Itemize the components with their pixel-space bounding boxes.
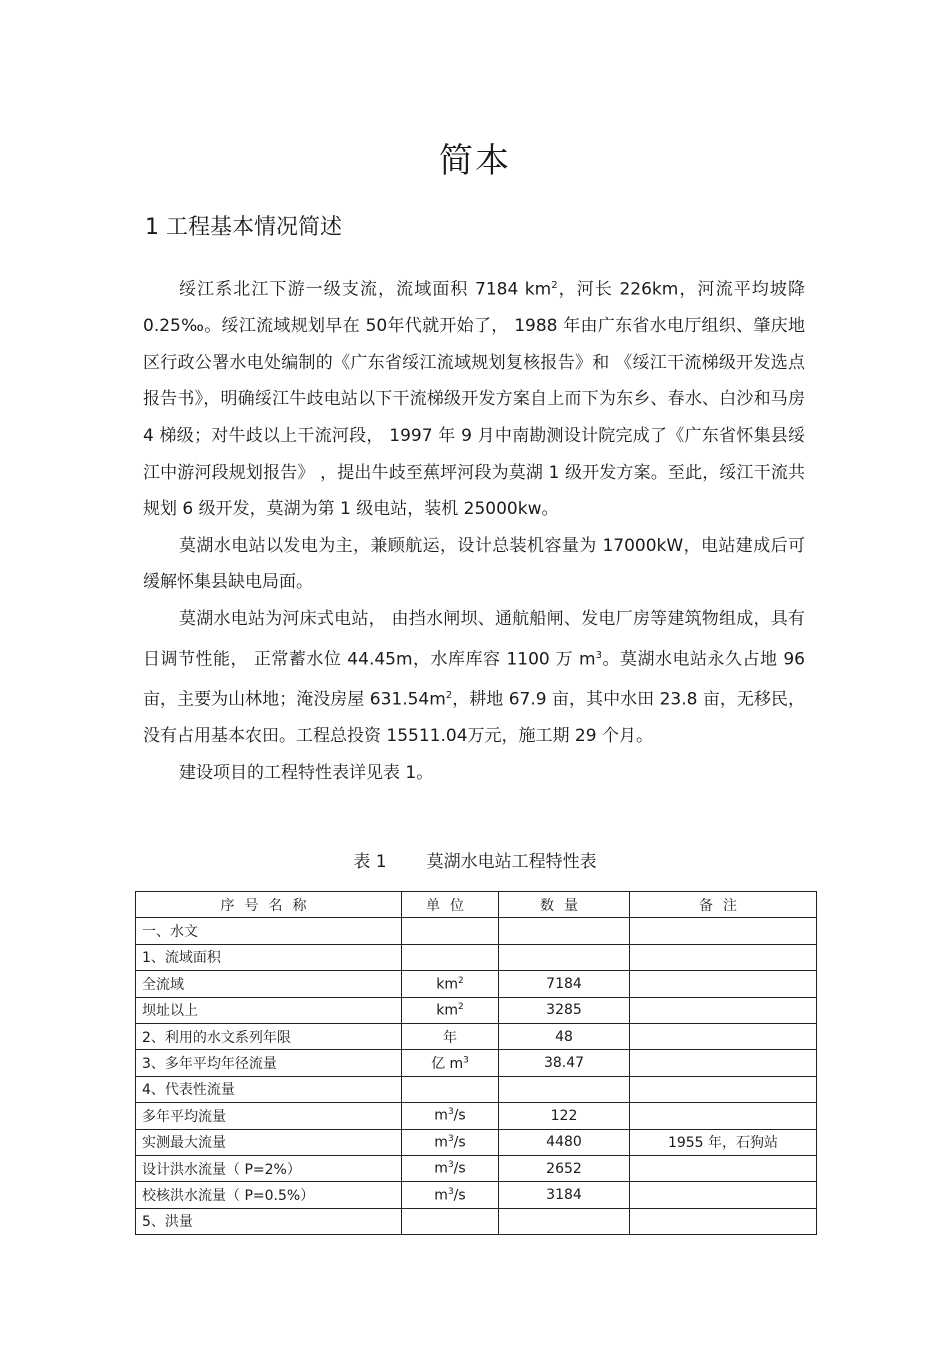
table-row	[136, 1129, 817, 1155]
paragraph-3	[143, 601, 805, 755]
row-name-cell: 实测最大流量	[136, 1129, 402, 1155]
row-note-cell	[630, 944, 817, 970]
table-header-row	[136, 892, 817, 918]
row-note-cell: 1955 年，石狗站	[630, 1129, 817, 1155]
row-unit-cell	[402, 1208, 499, 1234]
paragraph-3-text-a: 莫湖水电站为河床式电站， 由挡水闸坝、通航船闸、发电厂房等建筑物组成，具有日调节性能， 正常蓄水位 44.45m，水库库容 1100 万 m	[143, 609, 805, 670]
unit-superscript: 2	[458, 1001, 464, 1012]
row-unit-cell	[402, 971, 499, 997]
row-note-cell	[630, 1050, 817, 1076]
table-row	[136, 1155, 817, 1181]
unit-tail: /s	[453, 1134, 466, 1151]
table-row	[136, 944, 817, 970]
table-row	[136, 1208, 817, 1234]
row-value-cell: 122	[499, 1103, 630, 1129]
row-name-cell: 多年平均流量	[136, 1103, 402, 1129]
row-name-cell: 2、利用的水文系列年限	[136, 1023, 402, 1049]
header-unit: 单位	[402, 892, 499, 918]
row-note-cell	[630, 971, 817, 997]
paragraph-3-text-b: 。莫湖水电站永久占地 96 亩，主要为山林地；淹没房屋 631.54m	[143, 649, 805, 710]
unit-superscript: 3	[447, 1186, 454, 1197]
table-caption-label: 表 1	[353, 852, 387, 872]
row-note-cell	[630, 1155, 817, 1181]
unit-text: 亿 m	[431, 1056, 464, 1073]
section-heading: 1 工程基本情况简述	[145, 215, 342, 240]
table-body	[136, 918, 817, 1235]
row-unit-cell	[402, 1129, 499, 1155]
unit-tail: /s	[453, 1160, 466, 1177]
row-name-cell: 5、洪量	[136, 1208, 402, 1234]
unit-superscript: 3	[463, 1055, 469, 1066]
row-unit-cell	[402, 997, 499, 1023]
row-note-cell	[630, 1103, 817, 1129]
row-note-cell	[630, 1076, 817, 1102]
table-row	[136, 1103, 817, 1129]
row-value-cell: 4480	[499, 1129, 630, 1155]
unit-text: m	[434, 1108, 448, 1125]
table-row	[136, 1182, 817, 1208]
paragraph-1	[143, 268, 805, 528]
superscript: 2	[445, 689, 453, 701]
paragraph-1-text-b: ，河长 226km，河流平均坡降 0.25‰。绥江流域规划早在 50年代就开始了， 1988 年由广东省水电厅组织、肇庆地区行政公署水电处编制的《广东省绥江流域规划复核报告》和 《绥江干流梯级开发选点报告书》，明确绥江牛歧电站以下干流梯级开发方案自上而下为东乡、春水、白沙和马房 4 梯级；对牛歧以上干流河段， 1997 年 9 月中南勘测设计院完成了《广东省怀集县绥江中游河段规划报告》 ，提出牛歧至蕉坪河段为莫湖 1 级开发方案。至此，绥江干流共规划 6 级开发，莫湖为第 1 级电站，装机 25000kw。	[143, 279, 805, 520]
paragraph-3-text-c: ，耕地 67.9 亩，其中水田 23.8 亩，无移民，没有占用基本农田。工程总投资 15511.04万元，施工期 29 个月。	[143, 689, 805, 747]
row-unit-cell	[402, 1076, 499, 1102]
superscript: 2	[551, 280, 558, 291]
row-value-cell: 38.47	[499, 1050, 630, 1076]
row-name-cell: 坝址以上	[136, 997, 402, 1023]
row-value-cell: 48	[499, 1023, 630, 1049]
row-name-cell: 全流域	[136, 971, 402, 997]
unit-tail: /s	[453, 1108, 466, 1125]
table-row	[136, 1050, 817, 1076]
row-value-cell: 7184	[499, 971, 630, 997]
row-unit-cell	[402, 944, 499, 970]
unit-superscript: 3	[447, 1160, 454, 1171]
header-note: 备注	[630, 892, 817, 918]
unit-tail: /s	[453, 1187, 466, 1204]
row-unit-cell	[402, 918, 499, 944]
row-name-cell: 4、代表性流量	[136, 1076, 402, 1102]
unit-text: km	[436, 976, 458, 993]
table-caption-title: 莫湖水电站工程特性表	[426, 852, 597, 872]
unit-text: m	[434, 1134, 448, 1151]
paragraph-2: 莫湖水电站以发电为主，兼顾航运，设计总装机容量为 17000kW，电站建成后可缓解怀集县缺电局面。	[143, 535, 805, 593]
table-row	[136, 1023, 817, 1049]
row-unit-cell	[402, 1023, 499, 1049]
table-row	[136, 1076, 817, 1102]
row-value-cell	[499, 944, 630, 970]
table-row	[136, 918, 817, 944]
row-note-cell	[630, 1208, 817, 1234]
unit-text: km	[436, 1002, 458, 1019]
row-unit-cell	[402, 1103, 499, 1129]
row-name-cell: 校核洪水流量（ P=0.5%）	[136, 1182, 402, 1208]
unit-text: m	[434, 1187, 448, 1204]
row-value-cell: 2652	[499, 1155, 630, 1181]
row-note-cell	[630, 1023, 817, 1049]
row-value-cell	[499, 918, 630, 944]
row-value-cell: 3184	[499, 1182, 630, 1208]
table-caption	[0, 847, 950, 872]
unit-superscript: 2	[458, 975, 464, 986]
row-value-cell: 3285	[499, 997, 630, 1023]
row-name-cell: 1、流域面积	[136, 944, 402, 970]
row-value-cell	[499, 1076, 630, 1102]
row-name-cell: 设计洪水流量（ P=2%）	[136, 1155, 402, 1181]
row-value-cell	[499, 1208, 630, 1234]
table-row	[136, 997, 817, 1023]
row-name-cell: 一、水文	[136, 918, 402, 944]
row-unit-cell	[402, 1155, 499, 1181]
row-note-cell	[630, 1182, 817, 1208]
characteristics-table	[135, 891, 817, 1235]
header-name: 序号名称	[136, 892, 402, 918]
table-row	[136, 971, 817, 997]
body-text	[143, 268, 805, 791]
unit-superscript: 3	[447, 1133, 454, 1144]
header-value: 数量	[499, 892, 630, 918]
paragraph-4: 建设项目的工程特性表详见表 1。	[179, 762, 434, 783]
row-unit-cell	[402, 1050, 499, 1076]
page-title: 简本	[439, 141, 511, 181]
row-name-cell: 3、多年平均年径流量	[136, 1050, 402, 1076]
row-note-cell	[630, 918, 817, 944]
row-note-cell	[630, 997, 817, 1023]
paragraph-1-text-a: 绥江系北江下游一级支流，流域面积 7184 km	[179, 279, 552, 300]
unit-text: m	[434, 1160, 448, 1177]
unit-text: 年	[443, 1029, 457, 1046]
row-unit-cell	[402, 1182, 499, 1208]
superscript: 3	[595, 649, 602, 661]
unit-superscript: 3	[447, 1107, 454, 1118]
